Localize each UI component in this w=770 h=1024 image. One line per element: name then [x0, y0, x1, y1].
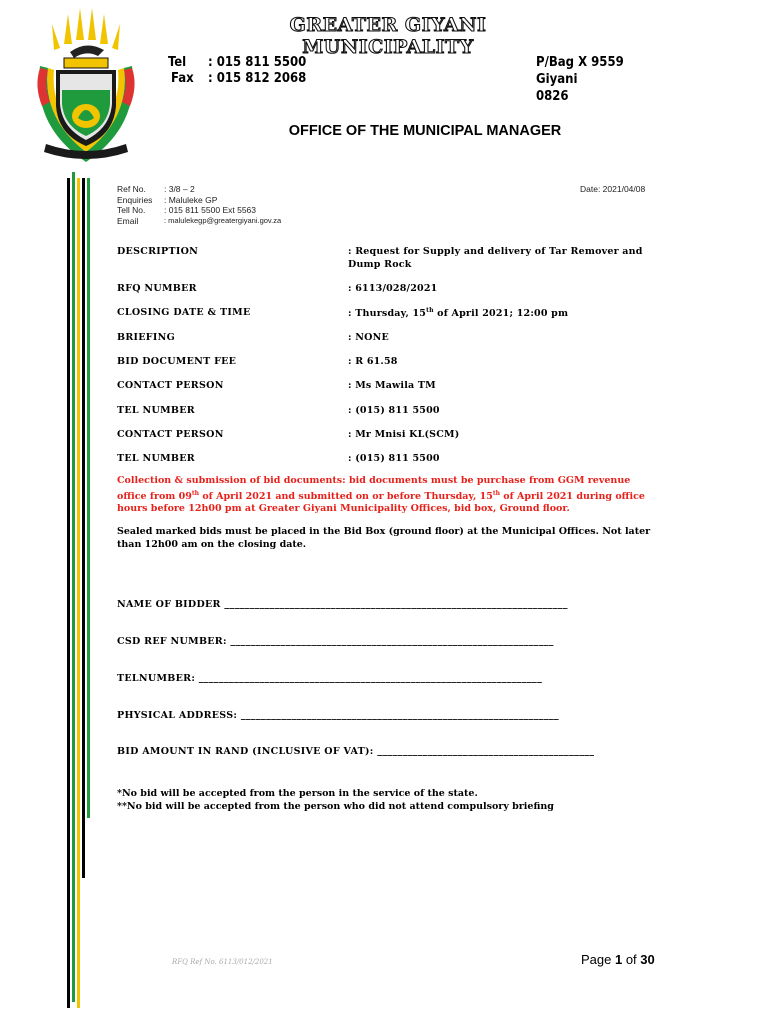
stripe-green-2: [87, 178, 90, 818]
page-mid: of: [622, 952, 641, 967]
reference-values: [164, 184, 281, 226]
office-title: OFFICE OF THE MUNICIPAL MANAGER: [288, 123, 562, 139]
bidder-name-field: NAME OF BIDDER ____________________________________________________________________: [117, 599, 568, 610]
page-total: 30: [640, 952, 655, 967]
page-number: [581, 952, 655, 967]
closing-label: CLOSING DATE & TIME: [117, 307, 251, 318]
telnumber-field: TELNUMBER: ____________________________________________________________________: [117, 673, 543, 684]
postal-address: [536, 54, 624, 105]
stripe-yellow: [77, 178, 80, 1008]
collection-text: Collection & submission of bid documents: bid documents must be purchase from GGM revenue office from 09: [117, 475, 631, 502]
tel-number-label-2: TEL NUMBER: [117, 453, 195, 464]
contact-person-value-2: : Mr Mnisi KL(SCM): [348, 429, 460, 440]
enquiries-value: : Maluleke GP: [164, 194, 218, 205]
coat-of-arms-logo: [26, 6, 146, 166]
sealed-bids-note: Sealed marked bids must be placed in the Bid Box (ground floor) at the Municipal Offices. Not later than 12h00 am on the closing date.: [117, 526, 651, 550]
email-value: : malulekegp@greatergiyani.gov.za: [164, 215, 282, 225]
page-current: 1: [614, 952, 623, 967]
closing-value: [348, 307, 568, 319]
closing-text: : Thursday, 15: [348, 308, 427, 320]
address-line: P/Bag X 9559: [536, 55, 624, 70]
briefing-value: : NONE: [348, 332, 389, 343]
fee-label: BID DOCUMENT FEE: [117, 356, 237, 367]
footer-rfq-ref: RFQ Ref No. 6113/012/2021: [172, 958, 273, 966]
note-line: *No bid will be accepted from the person in the service of the state.: [117, 788, 478, 799]
page-prefix: Page: [581, 952, 615, 967]
contact-person-label-2: CONTACT PERSON: [117, 429, 224, 440]
tel-number-label: TEL NUMBER: [117, 405, 195, 416]
stripe-green: [72, 172, 75, 1002]
reference-labels: [117, 184, 152, 226]
csd-ref-field: CSD REF NUMBER: ________________________________________________________________: [117, 636, 554, 647]
ref-label: Ref No.: [117, 184, 146, 194]
closing-text-end: of April 2021; 12:00 pm: [433, 308, 569, 320]
closing-sup: th: [426, 307, 434, 314]
tel-label: Tel: [168, 55, 187, 70]
tel-value: : 015 811 5500: [208, 55, 307, 70]
rfq-label: RFQ NUMBER: [117, 283, 197, 294]
document-date: Date: 2021/04/08: [580, 184, 646, 194]
tel-number-value-2: : (015) 811 5500: [348, 453, 440, 464]
collection-note: [117, 475, 662, 516]
rfq-value: : 6113/028/2021: [348, 283, 438, 294]
stripe-black-2: [82, 178, 85, 878]
municipality-name: GREATER GIYANI MUNICIPALITY: [289, 14, 487, 58]
email-label: Email: [117, 215, 139, 226]
address-line: Giyani: [536, 72, 578, 87]
fax-label: Fax: [171, 71, 194, 86]
contact-person-value: : Ms Mawila TM: [348, 380, 436, 391]
collection-sup: th: [191, 489, 200, 497]
tel-number-value: : (015) 811 5500: [348, 405, 440, 416]
description-value: : Request for Supply and delivery of Tar Remover and Dump Rock: [348, 246, 643, 270]
address-line: 0826: [536, 89, 569, 104]
bid-amount-field: BID AMOUNT IN RAND (INCLUSIVE OF VAT): ___________________________________________: [117, 746, 595, 757]
collection-text-2: of April 2021 and submitted on or before Thursday, 15: [199, 490, 493, 502]
briefing-label: BRIEFING: [117, 332, 175, 343]
stripe-black: [67, 178, 70, 1008]
contact-person-label: CONTACT PERSON: [117, 380, 224, 391]
collection-text-3: of April 2021 during office hours before 12h00 pm at Greater Giyani Municipality Offices, bid box, Ground floor.: [117, 490, 645, 515]
fax-value: : 015 812 2068: [208, 71, 307, 86]
collection-sup-2: th: [492, 489, 500, 497]
physical-address-field: PHYSICAL ADDRESS: _______________________________________________________________: [117, 710, 559, 721]
ref-value: : 3/8 – 2: [164, 184, 195, 194]
description-label: DESCRIPTION: [117, 246, 199, 257]
tell-label: Tell No.: [117, 205, 146, 215]
tell-value: : 015 811 5500 Ext 5563: [164, 205, 257, 215]
eligibility-notes: [117, 788, 554, 813]
note-line: **No bid will be accepted from the person who did not attend compulsory briefing: [117, 800, 554, 812]
enquiries-label: Enquiries: [117, 194, 153, 205]
fee-value: : R 61.58: [348, 356, 398, 367]
